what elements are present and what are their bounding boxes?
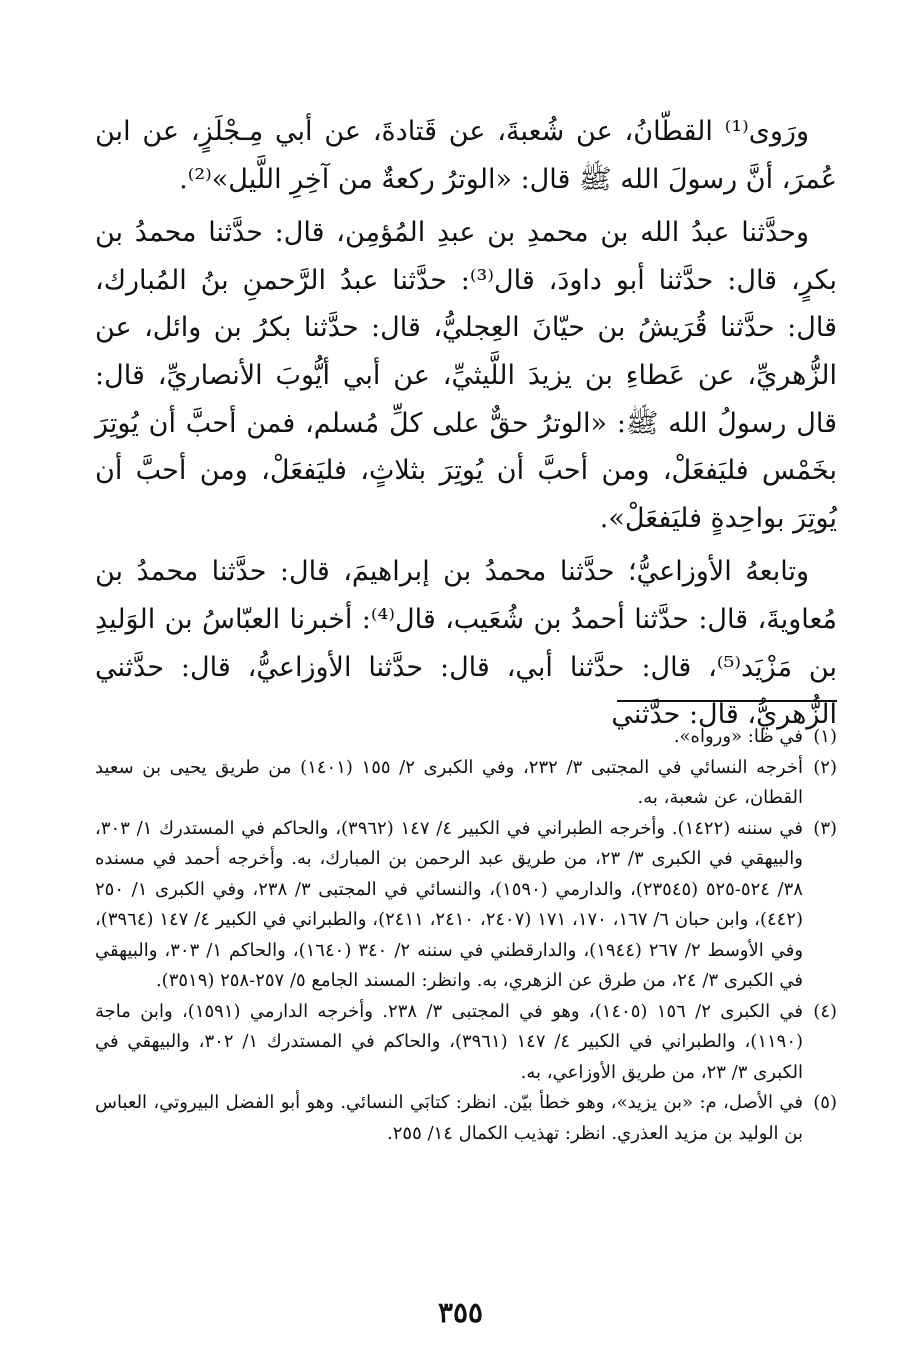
footnote-1 bbox=[95, 722, 837, 753]
footnote-5 bbox=[95, 1088, 837, 1149]
footnote-text: أخرجه النسائي في المجتبى ٣/ ٢٣٢، وفي الكبرى ٢/ ١٥٥ (١٤٠١) من طريق يحيى بن سعيد القطان، عن شعبة، به. bbox=[95, 756, 803, 808]
footnote-number: (٣) bbox=[813, 817, 838, 839]
footnote-number: (٤) bbox=[813, 1000, 838, 1022]
footnote-text: في الأصل، م: «بن يزيد»، وهو خطأ بيّن. انظر: كتابَي النسائي. وهو أبو الفضل البيروتي، العباس بن الوليد بن مزيد العذري. انظر: تهذيب الكمال ١٤/ ٢٥٥. bbox=[95, 1092, 803, 1144]
footnotes bbox=[95, 722, 837, 1149]
footnote-2 bbox=[95, 753, 837, 814]
footnote-text: في ظا: «ورواه». bbox=[673, 726, 803, 747]
footnote-3 bbox=[95, 814, 837, 997]
paragraph-3: وتابعهُ الأوزاعيُّ؛ حدَّثنا محمدُ بن إبراهيمَ، قال: حدَّثنا محمدُ بن مُعاويةَ، قال: حدَّثنا أحمدُ بن شُعَيب، قال⁽⁴⁾: أخبرنا العبّاسُ بن الوَليدِ بن مَزْيَد⁽⁵⁾، قال: حدَّثنا أبي، قال: حدَّثنا الأوزاعيُّ، قال: حدَّثني الزُّهريُّ، قال: حدَّثني bbox=[95, 556, 837, 731]
paragraph-2: وحدَّثنا عبدُ الله بن محمدِ بن عبدِ المُؤمِن، قال: حدَّثنا محمدُ بن بكرٍ، قال: حدَّثنا أبو داودَ، قال⁽³⁾: حدَّثنا عبدُ الرَّحمنِ بنُ المُبارك، قال: حدَّثنا قُرَيشُ بن حيّانَ العِجليُّ، قال: حدَّثنا بكرُ بن وائل، عن الزُّهريِّ، عن عَطاءِ بن يزيدَ اللَّيثيِّ، عن أبي أيُّوبَ الأنصاريِّ، قال: قال رسولُ الله ﷺ: «الوترُ حقٌّ على كلِّ مُسلم، فمن أحبَّ أن يُوتِرَ بخَمْس فليَفعَلْ، ومن أحبَّ أن يُوتِرَ بثلاثٍ، فليَفعَلْ، ومن أحبَّ أن يُوتِرَ بواحِدةٍ فليَفعَلْ». bbox=[95, 217, 837, 534]
paragraph-1: ورَوى⁽¹⁾ القطّانُ، عن شُعبةَ، عن قَتادةَ، عن أبي مِـجْلَزٍ، عن ابن عُمرَ، أنَّ رسولَ الله ﷺ قال: «الوترُ ركعةٌ من آخِرِ اللَّيل»⁽²⁾. bbox=[95, 116, 837, 195]
main-text bbox=[95, 108, 837, 739]
footnote-text: في سننه (١٤٢٢). وأخرجه الطبراني في الكبير ٤/ ١٤٧ (٣٩٦٢)، والحاكم في المستدرك ١/ ٣٠٣، والبيهقي في الكبرى ٣/ ٢٣، من طريق عبد الرحمن بن المبارك، به. وأخرجه أحمد في مسنده ٣٨/ ٥٢٤-٥٢٥ (٢٣٥٤٥)، والدارمي (١٥٩٠)، والنسائي في المجتبى ٣/ ٢٣٨، وفي الكبرى ١/ ٢٥٠ (٤٤٢)، وابن حبان ٦/ ١٦٧، ١٧٠، ١٧١ (٢٤٠٧، ٢٤١٠، ٢٤١١)، والطبراني في الكبير ٤/ ١٤٧ (٣٩٦٤)، وفي الأوسط ٢/ ٢٦٧ (١٩٤٤)، والدارقطني في سننه ٢/ ٣٤٠ (١٦٤٠)، والحاكم ١/ ٣٠٣، والبيهقي في الكبرى ٣/ ٢٤، من طرق عن الزهري، به. وانظر: المسند الجامع ٥/ ٢٥٧-٢٥٨ (٣٥١٩). bbox=[95, 817, 804, 991]
footnote-number: (٥) bbox=[813, 1092, 837, 1113]
footnote-4 bbox=[95, 997, 837, 1089]
footnote-number: (٢) bbox=[813, 756, 837, 778]
page bbox=[95, 108, 838, 1144]
page-number: ٣٥٥ bbox=[437, 1296, 484, 1329]
footnote-divider bbox=[617, 700, 837, 702]
footnote-number: (١) bbox=[813, 726, 837, 747]
footnote-text: في الكبرى ٢/ ١٥٦ (١٤٠٥)، وهو في المجتبى ٣/ ٢٣٨. وأخرجه الدارمي (١٥٩١)، وابن ماجة (١١٩٠)، والطبراني في الكبير ٤/ ١٤٧ (٣٩٦١)، والحاكم في المستدرك ١/ ٣٠٢، والبيهقي في الكبرى ٣/ ٢٣، من طريق الأوزاعي، به. bbox=[95, 1000, 804, 1083]
